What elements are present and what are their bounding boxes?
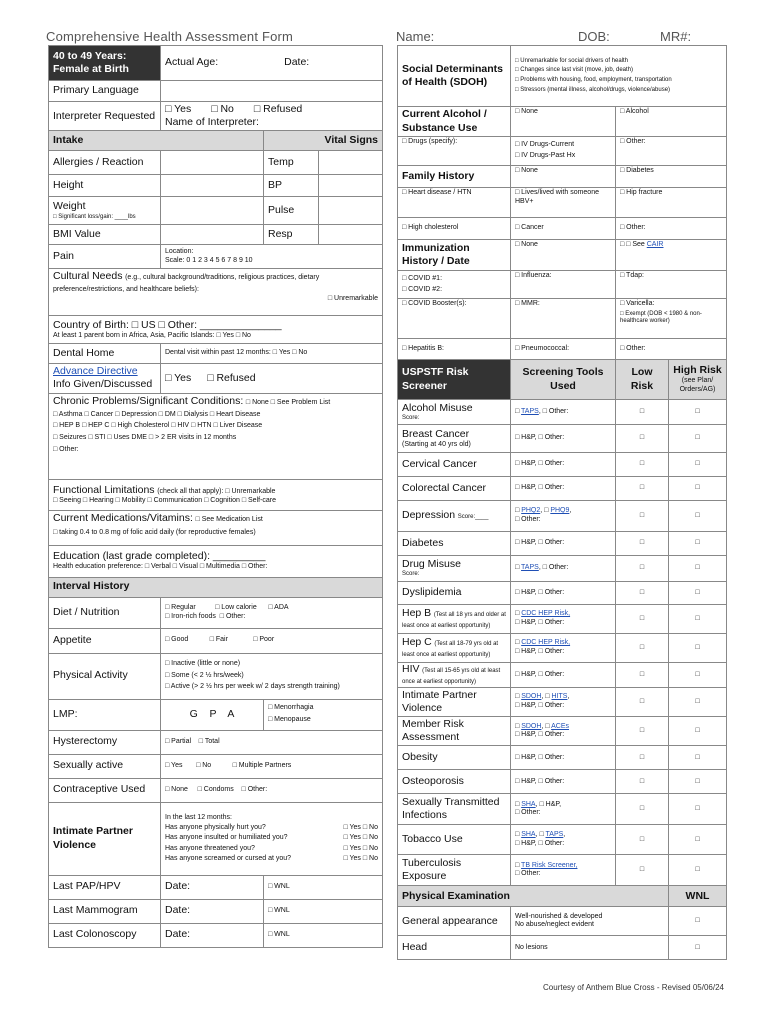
varicella-options[interactable]: □ Varicella: □ Exempt (DOB < 1980 & non-healthcare worker): [616, 299, 727, 339]
advance-directive-link[interactable]: Advance Directive: [53, 365, 138, 378]
drugs-other-checkbox[interactable]: □ Other:: [616, 137, 727, 166]
covid-doses[interactable]: □ COVID #1: □ COVID #2:: [398, 271, 511, 299]
hep-c-low-risk-checkbox[interactable]: □: [616, 634, 669, 663]
alcohol-high-risk-checkbox[interactable]: □: [669, 400, 727, 425]
sti-low-risk-checkbox[interactable]: □: [616, 794, 669, 825]
last-colonoscopy-label: Last Colonoscopy: [49, 923, 161, 947]
depression-row: Depression Score:____: [398, 501, 511, 532]
general-appearance-label: General appearance: [398, 907, 511, 936]
bmi-field[interactable]: [161, 225, 264, 245]
dental-visit-options[interactable]: Dental visit within past 12 months: □ Yes □ No: [161, 344, 383, 364]
ipv-high-risk-checkbox[interactable]: □: [669, 687, 727, 716]
ad-refused-checkbox[interactable]: □ Refused: [207, 371, 256, 384]
obesity-low-risk-checkbox[interactable]: □: [616, 746, 669, 770]
breast-cancer-row: Breast Cancer (Starting at 40 yrs old): [398, 425, 511, 453]
colorectal-cancer-tools[interactable]: □ H&P, □ Other:: [511, 477, 616, 501]
temp-field[interactable]: [319, 151, 383, 175]
last-colonoscopy-date[interactable]: Date:: [161, 923, 264, 947]
vital-signs-header: Vital Signs: [264, 131, 383, 151]
height-label: Height: [49, 175, 161, 197]
hep-c-row: Hep C (Test all 18-79 yrs old at least once at earliest opportunity): [398, 634, 511, 663]
obesity-high-risk-checkbox[interactable]: □: [669, 746, 727, 770]
tobacco-tools[interactable]: □ SHA, □ TAPS, □ H&P, □ Other:: [511, 825, 616, 855]
interp-refused-checkbox[interactable]: □ Refused: [253, 103, 303, 115]
interpreter-label: Interpreter Requested: [49, 102, 161, 131]
sdoh-label: Social Determinants of Health (SDOH): [398, 46, 511, 107]
intake-header: Intake: [49, 131, 264, 151]
member-low-risk-checkbox[interactable]: □: [616, 717, 669, 746]
family-hbv-checkbox[interactable]: □ Lives/lived with someone HBV+: [511, 188, 616, 218]
diet-label: Diet / Nutrition: [49, 597, 161, 628]
last-mammogram-date[interactable]: Date:: [161, 899, 264, 923]
pulse-label: Pulse: [264, 197, 319, 225]
osteoporosis-low-risk-checkbox[interactable]: □: [616, 770, 669, 794]
physical-activity-options[interactable]: □ Inactive (little or none) □ Some (< 2 ½ hrs/week) □ Active (> 2 ½ hrs per week w/ 2 days strength training): [161, 653, 383, 699]
drug-misuse-tools[interactable]: □ TAPS, □ Other:: [511, 556, 616, 582]
pain-scale[interactable]: Location: Scale: 0 1 2 3 4 5 6 7 8 9 10: [161, 245, 383, 269]
family-cancer-checkbox[interactable]: □ Cancer: [511, 218, 616, 240]
physical-exam-header: Physical Examination: [398, 886, 669, 907]
education-cell[interactable]: Education (last grade completed): _________ Health education preference: □ Verbal □ Visual □ Multimedia □ Other:: [49, 545, 383, 577]
contraceptive-options[interactable]: □ None □ Condoms □ Other:: [161, 778, 383, 802]
pneumococcal-checkbox[interactable]: □ Pneumococcal:: [511, 339, 616, 360]
gpa-field[interactable]: G P A: [161, 699, 264, 730]
tb-high-risk-checkbox[interactable]: □: [669, 855, 727, 886]
interval-history-header: Interval History: [49, 577, 383, 597]
breast-cancer-tools[interactable]: □ H&P, □ Other:: [511, 425, 616, 453]
tb-low-risk-checkbox[interactable]: □: [616, 855, 669, 886]
sdoh-options[interactable]: □ Unremarkable for social drivers of health □ Changes since last visit (move, job, death) □ Problems with housing, food, employment, transportation □ Stressors (mental illness, alcohol/drugs, violence/abuse): [511, 46, 727, 107]
last-pap-wnl[interactable]: □ WNL: [264, 875, 383, 899]
immunization-label: Immunization History / Date: [398, 240, 511, 271]
bp-label: BP: [264, 175, 319, 197]
tb-tools[interactable]: □ TB Risk Screener, □ Other:: [511, 855, 616, 886]
see-cair-checkbox[interactable]: □ □ See CAIR: [616, 240, 727, 271]
tobacco-high-risk-checkbox[interactable]: □: [669, 825, 727, 855]
hiv-tools[interactable]: □ H&P, □ Other:: [511, 663, 616, 688]
hiv-low-risk-checkbox[interactable]: □: [616, 663, 669, 688]
obesity-label: Obesity: [398, 746, 511, 770]
ipv-risk-label: Intimate Partner Violence: [398, 687, 511, 716]
head-desc: No lesions: [511, 936, 669, 960]
family-diabetes-checkbox[interactable]: □ Diabetes: [616, 166, 727, 188]
dental-home-label: Dental Home: [49, 344, 161, 364]
drugs-specify-checkbox[interactable]: □ Drugs (specify):: [398, 137, 511, 166]
head-wnl-checkbox[interactable]: □: [669, 936, 727, 960]
hysterectomy-options[interactable]: □ Partial □ Total: [161, 730, 383, 754]
hep-b-vaccine-checkbox[interactable]: □ Hepatitis B:: [398, 339, 511, 360]
menstrual-options[interactable]: □ Menorrhagia □ Menopause: [264, 699, 383, 730]
cultural-needs-cell[interactable]: Cultural Needs (e.g., cultural background/traditions, religious practices, dietary preference/restrictions, and healthcare beliefs): □ Unremarkable: [49, 269, 383, 316]
depression-tools[interactable]: □ PHQ2, □ PHQ9, □ Other:: [511, 501, 616, 532]
age-group-header: 40 to 49 Years: Female at Birth: [49, 46, 161, 81]
bmi-label: BMI Value: [49, 225, 161, 245]
country-of-birth-cell[interactable]: Country of Birth: □ US □ Other: ______________ At least 1 parent born in Africa, Asia, Pacific Islands: □ Yes □ No: [49, 316, 383, 344]
uspstf-header: USPSTF Risk Screener: [398, 360, 511, 400]
drug-low-risk-checkbox[interactable]: □: [616, 556, 669, 582]
allergies-field[interactable]: [161, 151, 264, 175]
diabetes-label: Diabetes: [398, 532, 511, 556]
family-none-checkbox[interactable]: □ None: [511, 166, 616, 188]
hysterectomy-label: Hysterectomy: [49, 730, 161, 754]
cair-link[interactable]: CAIR: [646, 241, 664, 248]
last-colonoscopy-wnl[interactable]: □ WNL: [264, 923, 383, 947]
last-mammogram-label: Last Mammogram: [49, 899, 161, 923]
osteoporosis-label: Osteoporosis: [398, 770, 511, 794]
mr-label: MR#:: [660, 29, 692, 44]
colorectal-cancer-label: Colorectal Cancer: [398, 477, 511, 501]
diabetes-low-risk-checkbox[interactable]: □: [616, 532, 669, 556]
colorectal-high-risk-checkbox[interactable]: □: [669, 477, 727, 501]
chronic-problems-cell[interactable]: Chronic Problems/Significant Conditions: □ None □ See Problem List □ Asthma □ Cancer □ Depression □ DM □ Dialysis □ Heart Disease □ HEP B □ HEP C □ High Cholesterol □ HIV □ HTN □ Liver Disease □ Seizures □ STI □ Uses DME □ > 2 ER visits in 12 months □ Other:: [49, 393, 383, 479]
name-label: Name:: [396, 29, 435, 44]
alcohol-checkbox[interactable]: □ Alcohol: [616, 107, 727, 137]
physical-activity-label: Physical Activity: [49, 653, 161, 699]
general-appearance-wnl-checkbox[interactable]: □: [669, 907, 727, 936]
advance-directive-options[interactable]: [161, 364, 383, 393]
left-form-table: [48, 45, 383, 948]
family-heart-checkbox[interactable]: □ Heart disease / HTN: [398, 188, 511, 218]
tobacco-low-risk-checkbox[interactable]: □: [616, 825, 669, 855]
immunization-none-checkbox[interactable]: □ None: [511, 240, 616, 271]
alcohol-low-risk-checkbox[interactable]: □: [616, 400, 669, 425]
cultural-unremarkable-checkbox[interactable]: □ Unremarkable: [327, 295, 378, 303]
drug-misuse-row: Drug Misuse Score:: [398, 556, 511, 582]
ad-yes-checkbox[interactable]: □ Yes: [165, 371, 192, 384]
advance-directive-cell: Advance Directive Info Given/Discussed: [49, 364, 161, 393]
dyslipidemia-high-risk-checkbox[interactable]: □: [669, 582, 727, 605]
ipv-label: Intimate Partner Violence: [49, 802, 161, 875]
hiv-high-risk-checkbox[interactable]: □: [669, 663, 727, 688]
significant-loss-checkbox[interactable]: □ Significant loss/gain: ____lbs: [53, 213, 136, 220]
height-field[interactable]: [161, 175, 264, 197]
family-hip-checkbox[interactable]: □ Hip fracture: [616, 188, 727, 218]
allergies-label: Allergies / Reaction: [49, 151, 161, 175]
weight-cell: Weight □ Significant loss/gain: ____lbs: [49, 197, 161, 225]
tools-header: Screening Tools Used: [511, 360, 616, 400]
form-title: Comprehensive Health Assessment Form: [46, 29, 294, 44]
medications-cell[interactable]: Current Medications/Vitamins: □ See Medication List □ taking 0.4 to 0.8 mg of folic acid daily (for reproductive females): [49, 510, 383, 545]
primary-language-label: Primary Language: [49, 81, 161, 102]
pain-label: Pain: [49, 245, 161, 269]
family-history-label: Family History: [398, 166, 511, 188]
covid-booster-checkbox[interactable]: □ COVID Booster(s):: [398, 299, 511, 339]
primary-language-field[interactable]: [161, 81, 383, 102]
interp-yes-checkbox[interactable]: □ Yes: [165, 103, 192, 115]
lmp-label: LMP:: [49, 699, 161, 730]
iv-drugs-options[interactable]: □ IV Drugs-Current □ IV Drugs-Past Hx: [511, 137, 616, 166]
age-date-row[interactable]: Actual Age: Date:: [161, 46, 383, 81]
sexually-active-options[interactable]: □ Yes □ No □ Multiple Partners: [161, 754, 383, 778]
hep-c-high-risk-checkbox[interactable]: □: [669, 634, 727, 663]
member-high-risk-checkbox[interactable]: □: [669, 717, 727, 746]
ipv-tools[interactable]: □ SDOH, □ HITS, □ H&P, □ Other:: [511, 687, 616, 716]
tobacco-label: Tobacco Use: [398, 825, 511, 855]
temp-label: Temp: [264, 151, 319, 175]
sexually-active-label: Sexually active: [49, 754, 161, 778]
wnl-header: WNL: [669, 886, 727, 907]
hep-b-row: Hep B (Test all 18 yrs and older at least once at earliest opportunity): [398, 605, 511, 634]
hiv-row: HIV (Test all 15-65 yrs old at least once at earliest opportunity): [398, 663, 511, 688]
sti-tools[interactable]: □ SHA, □ H&P, □ Other:: [511, 794, 616, 825]
appetite-label: Appetite: [49, 628, 161, 653]
member-risk-tools[interactable]: □ SDOH, □ ACEs □ H&P, □ Other:: [511, 717, 616, 746]
interp-no-checkbox[interactable]: □ No: [211, 103, 234, 115]
hep-c-tools[interactable]: □ CDC HEP Risk, □ H&P, □ Other:: [511, 634, 616, 663]
low-risk-header: Low Risk: [616, 360, 669, 400]
general-appearance-desc: Well-nourished & developed No abuse/neglect evident: [511, 907, 669, 936]
colorectal-low-risk-checkbox[interactable]: □: [616, 477, 669, 501]
dob-label: DOB:: [578, 29, 610, 44]
hep-b-low-risk-checkbox[interactable]: □: [616, 605, 669, 634]
bp-field[interactable]: [319, 175, 383, 197]
high-risk-header: High Risk (see Plan/ Orders/AG): [669, 360, 727, 400]
osteoporosis-high-risk-checkbox[interactable]: □: [669, 770, 727, 794]
member-risk-label: Member Risk Assessment: [398, 717, 511, 746]
last-mammogram-wnl[interactable]: □ WNL: [264, 899, 383, 923]
drug-high-risk-checkbox[interactable]: □: [669, 556, 727, 582]
last-pap-label: Last PAP/HPV: [49, 875, 161, 899]
tdap-checkbox[interactable]: □ Tdap:: [616, 271, 727, 299]
ipv-questions[interactable]: In the last 12 months: Has anyone physically hurt you? □ Yes □ No Has anyone insulted or humiliated you? □ Yes □ No Has anyone threatened you? □ Yes □ No Has anyone screamed or cursed at you? □ Yes □ No: [161, 802, 383, 875]
pulse-field[interactable]: [319, 197, 383, 225]
sti-label: Sexually Transmitted Infections: [398, 794, 511, 825]
contraceptive-label: Contraceptive Used: [49, 778, 161, 802]
imm-other-checkbox[interactable]: □ Other:: [616, 339, 727, 360]
alcohol-misuse-row: Alcohol Misuse Score:: [398, 400, 511, 425]
influenza-checkbox[interactable]: □ Influenza:: [511, 271, 616, 299]
head-label: Head: [398, 936, 511, 960]
dyslipidemia-tools[interactable]: □ H&P, □ Other:: [511, 582, 616, 605]
sti-high-risk-checkbox[interactable]: □: [669, 794, 727, 825]
osteoporosis-tools[interactable]: □ H&P, □ Other:: [511, 770, 616, 794]
cervical-cancer-tools[interactable]: □ H&P, □ Other:: [511, 453, 616, 477]
last-pap-date[interactable]: Date:: [161, 875, 264, 899]
dyslipidemia-low-risk-checkbox[interactable]: □: [616, 582, 669, 605]
cervical-high-risk-checkbox[interactable]: □: [669, 453, 727, 477]
cervical-cancer-label: Cervical Cancer: [398, 453, 511, 477]
footer-credit: Courtesy of Anthem Blue Cross - Revised 05/06/24: [543, 983, 724, 992]
mmr-checkbox[interactable]: □ MMR:: [511, 299, 616, 339]
diabetes-tools[interactable]: □ H&P, □ Other:: [511, 532, 616, 556]
resp-field[interactable]: [319, 225, 383, 245]
hep-b-tools[interactable]: □ CDC HEP Risk, □ H&P, □ Other:: [511, 605, 616, 634]
appetite-options[interactable]: □ Good □ Fair □ Poor: [161, 628, 383, 653]
resp-label: Resp: [264, 225, 319, 245]
family-other-checkbox[interactable]: □ Other:: [616, 218, 727, 240]
functional-limitations-cell[interactable]: Functional Limitations (check all that apply): □ Unremarkable □ Seeing □ Hearing □ Mobility □ Communication □ Cognition □ Self-care: [49, 479, 383, 510]
diabetes-high-risk-checkbox[interactable]: □: [669, 532, 727, 556]
depression-high-risk-checkbox[interactable]: □: [669, 501, 727, 532]
family-cholesterol-checkbox[interactable]: □ High cholesterol: [398, 218, 511, 240]
cervical-low-risk-checkbox[interactable]: □: [616, 453, 669, 477]
diet-options[interactable]: □ Regular □ Low calorie □ ADA □ Iron-rich foods □ Other:: [161, 597, 383, 628]
alcohol-misuse-tools[interactable]: □ TAPS, □ Other:: [511, 400, 616, 425]
alcohol-none-checkbox[interactable]: □ None: [511, 107, 616, 137]
dyslipidemia-label: Dyslipidemia: [398, 582, 511, 605]
depression-low-risk-checkbox[interactable]: □: [616, 501, 669, 532]
weight-field[interactable]: [161, 197, 264, 225]
breast-high-risk-checkbox[interactable]: □: [669, 425, 727, 453]
alcohol-use-label: Current Alcohol / Substance Use: [398, 107, 511, 137]
interpreter-options[interactable]: □ Yes □ No □ Refused Name of Interpreter:: [161, 102, 383, 131]
obesity-tools[interactable]: □ H&P, □ Other:: [511, 746, 616, 770]
tb-label: Tuberculosis Exposure: [398, 855, 511, 886]
ipv-low-risk-checkbox[interactable]: □: [616, 687, 669, 716]
breast-low-risk-checkbox[interactable]: □: [616, 425, 669, 453]
right-form-table: [397, 45, 727, 960]
hep-b-high-risk-checkbox[interactable]: □: [669, 605, 727, 634]
